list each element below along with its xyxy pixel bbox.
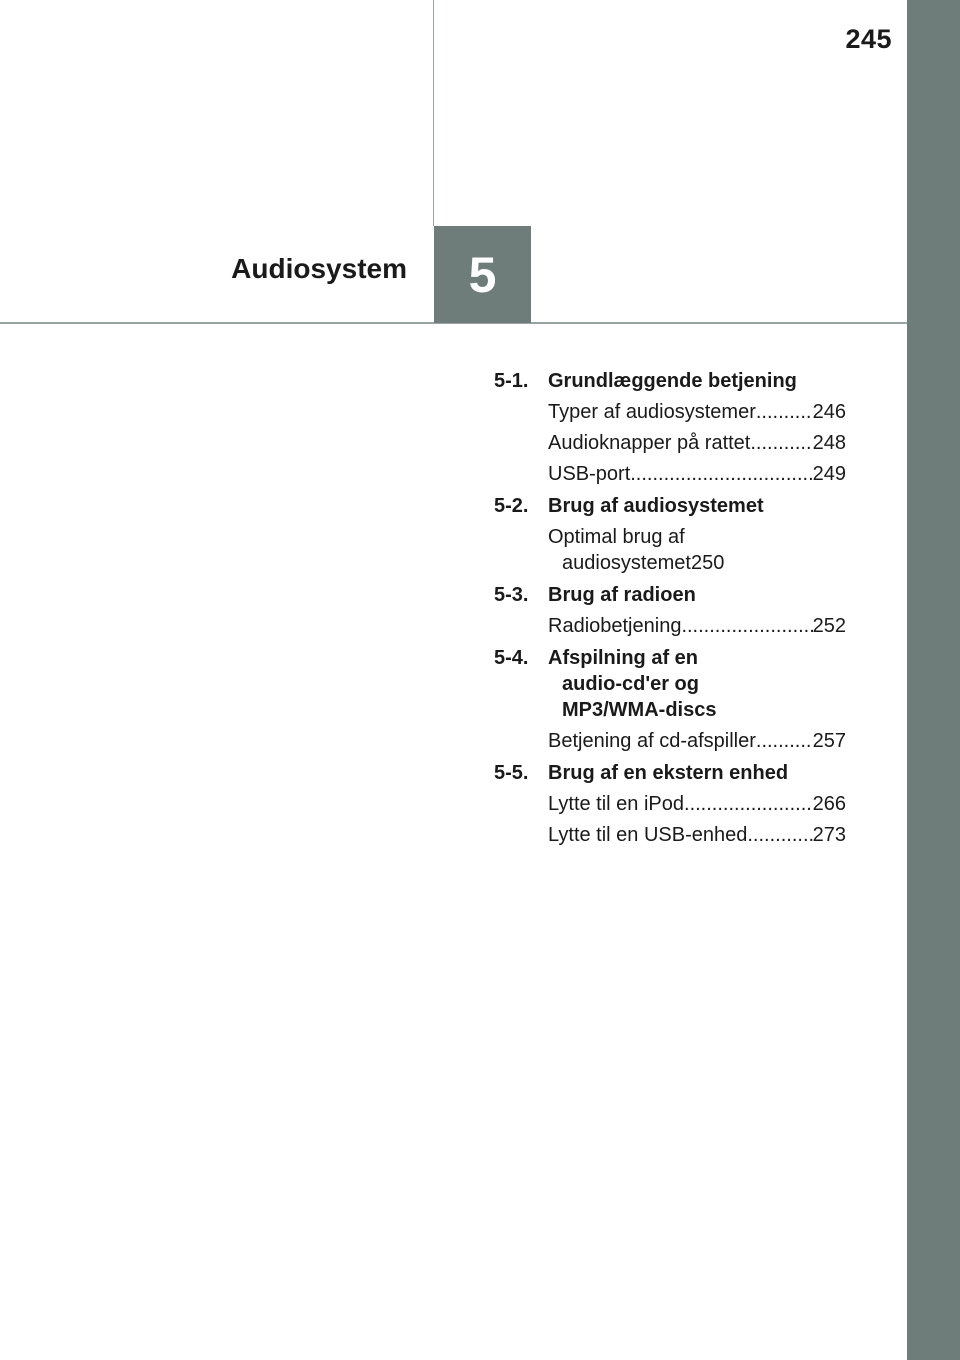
section-title: Brug af radioen <box>548 584 696 606</box>
entry-title-cont: audiosystemet <box>562 552 691 574</box>
table-of-contents <box>494 368 846 848</box>
entry-page: 266 <box>812 793 846 815</box>
dot-leader <box>750 430 812 456</box>
entry-title: USB-port <box>548 463 631 485</box>
dot-leader <box>747 822 812 848</box>
entry-title: Audioknapper på rattet <box>548 432 751 454</box>
dot-leader <box>681 613 812 639</box>
toc-entry[interactable] <box>548 728 846 754</box>
dot-leader <box>756 728 813 754</box>
toc-entry[interactable] <box>548 791 846 817</box>
vertical-divider <box>433 0 434 226</box>
entry-page: 257 <box>812 730 846 752</box>
chapter-number-box <box>434 226 531 323</box>
entry-page: 252 <box>812 615 846 637</box>
section-number: 5-3. <box>494 584 529 606</box>
entry-page: 248 <box>812 432 846 454</box>
entry-title: Radiobetjening <box>548 615 682 637</box>
toc-entry[interactable] <box>548 524 846 576</box>
section-number: 5-5. <box>494 762 529 784</box>
chapter-number: 5 <box>468 246 497 303</box>
section-title: Brug af en ekstern enhed <box>548 762 789 784</box>
chapter-side-tab <box>907 0 960 1360</box>
entry-page: 250 <box>690 552 725 574</box>
toc-entry[interactable] <box>548 430 846 456</box>
entry-page: 246 <box>812 401 846 423</box>
toc-section-5-1[interactable] <box>494 368 846 394</box>
toc-entry[interactable] <box>548 399 846 425</box>
section-number: 5-2. <box>494 495 529 517</box>
dot-leader <box>756 399 813 425</box>
toc-entry[interactable] <box>548 613 846 639</box>
toc-section-5-3[interactable] <box>494 582 846 608</box>
section-number: 5-1. <box>494 370 529 392</box>
page-number: 245 <box>845 24 892 54</box>
section-title: Afspilning af en audio-cd'er og MP3/WMA-discs <box>548 647 717 721</box>
chapter-title: Audiosystem <box>231 253 407 284</box>
toc-entry[interactable] <box>548 461 846 487</box>
entry-title: Lytte til en USB-enhed <box>548 824 748 846</box>
section-title: Grundlæggende betjening <box>548 370 797 392</box>
section-title: Brug af audiosystemet <box>548 495 764 517</box>
dot-leader <box>684 791 813 817</box>
entry-title: Betjening af cd-afspiller <box>548 730 756 752</box>
toc-section-5-5[interactable] <box>494 760 846 786</box>
toc-section-5-4[interactable] <box>494 645 846 723</box>
entry-page: 249 <box>812 463 846 485</box>
entry-title: Lytte til en iPod <box>548 793 685 815</box>
entry-page: 273 <box>812 824 846 846</box>
entry-title: Typer af audiosystemer <box>548 401 756 423</box>
section-number: 5-4. <box>494 647 529 669</box>
entry-title: Optimal brug af <box>548 526 685 548</box>
toc-entry[interactable] <box>548 822 846 848</box>
dot-leader <box>630 461 812 487</box>
toc-section-5-2[interactable] <box>494 493 846 519</box>
